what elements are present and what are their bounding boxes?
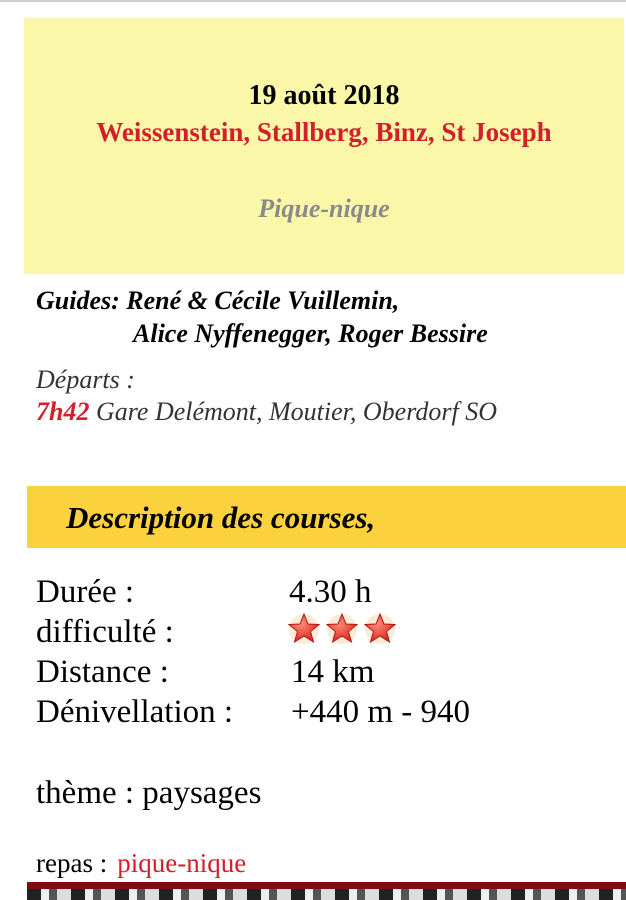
star-icon [288,611,320,647]
description-title: Description des courses, [66,500,376,535]
description-bar [27,486,626,548]
elevation-label: Dénivellation : [36,694,234,730]
event-date: 19 août 2018 [248,80,400,111]
event-places: Weissenstein, Stallberg, Binz, St Joseph [96,117,552,147]
footer-image-strip [27,889,626,900]
duration-label: Durée : [36,574,135,610]
theme-text: thème : paysages [36,775,262,811]
departs-line [36,396,497,428]
star-icon [364,611,396,647]
duration-value: 4.30 h [289,574,372,610]
meal-label: repas : [36,848,108,878]
difficulty-label: difficulté : [36,614,174,650]
distance-label: Distance : [36,654,169,690]
event-subtitle: Pique-nique [258,194,390,223]
departs-label: Départs : [36,365,135,394]
departure-time: 7h42 [36,397,90,426]
departure-places: Gare Delémont, Moutier, Oberdorf SO [95,397,497,426]
bottom-rule [27,882,626,889]
guides-line-2: Alice Nyffenegger, Roger Bessire [133,319,488,348]
elevation-value: +440 m - 940 [291,694,471,730]
star-icon [326,611,358,647]
top-divider [0,0,626,2]
difficulty-stars [288,611,396,647]
distance-value: 14 km [291,654,375,690]
meal-line [36,848,246,878]
event-header [24,18,624,274]
guides-line-1: Guides: René & Cécile Vuillemin, [36,286,400,315]
meal-value: pique-nique [117,848,247,878]
